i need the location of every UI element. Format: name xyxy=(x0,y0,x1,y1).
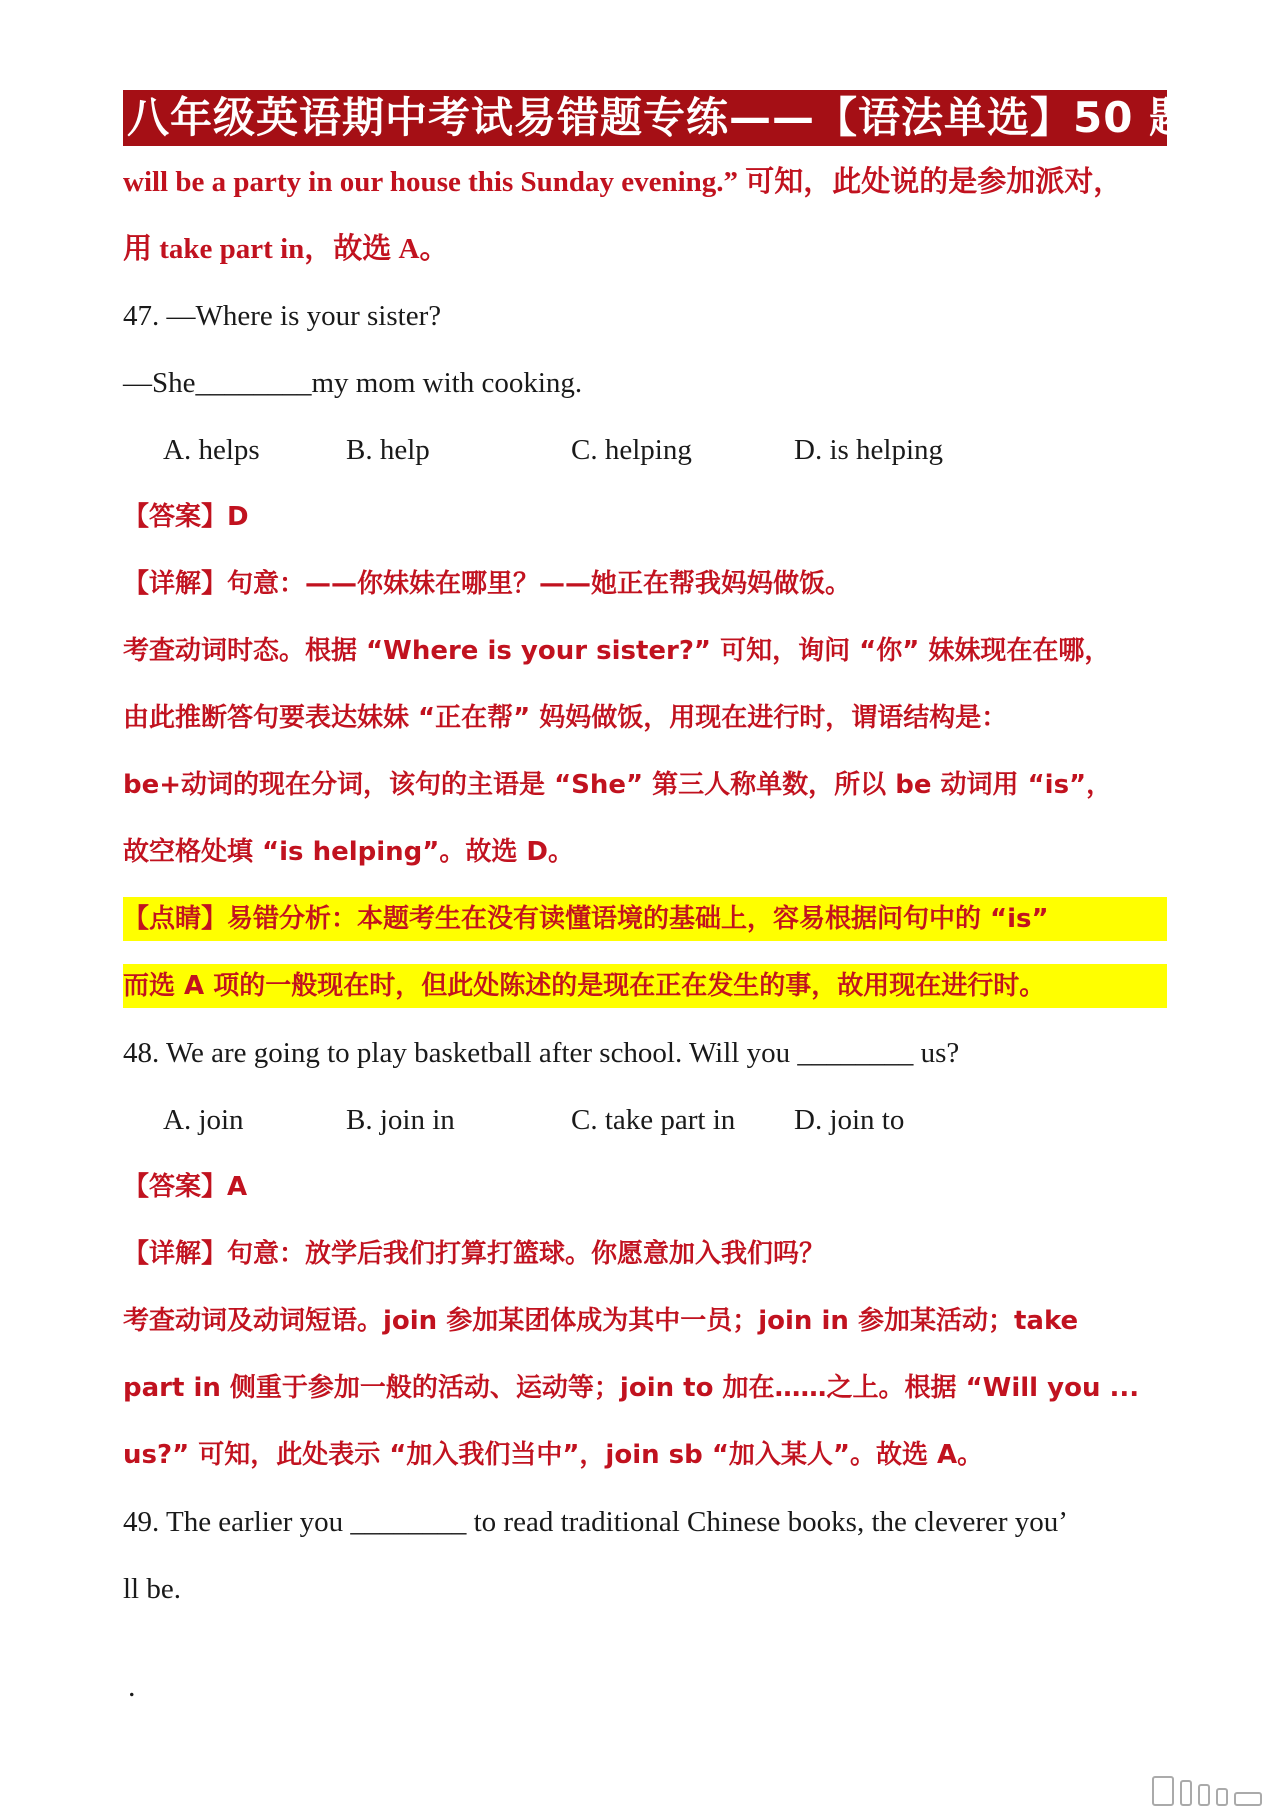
prev-explanation-line-1: will be a party in our house this Sunday evening.” 可知，此处说的是参加派对， xyxy=(123,166,1123,198)
prev-explanation-line-2: 用 take part in，故选 A。 xyxy=(123,233,449,265)
q48-option-b: B. join in xyxy=(346,1104,455,1136)
q48-explanation-line-1: 考查动词及动词短语。join 参加某团体成为其中一员；join in 参加某活动；take xyxy=(123,1306,1079,1336)
q48-option-c: C. take part in xyxy=(571,1104,736,1136)
q48-explanation-line-3: us?” 可知，此处表示 “加入我们当中”，join sb “加入某人”。故选 A。 xyxy=(123,1440,984,1470)
q49-stem-line-1: 49. The earlier you ________ to read traditional Chinese books, the cleverer you’ xyxy=(123,1506,1068,1538)
q47-option-c: C. helping xyxy=(571,434,692,466)
q47-answer: 【答案】D xyxy=(123,502,249,532)
q47-explanation-line-4: 故空格处填 “is helping”。故选 D。 xyxy=(123,837,575,867)
q48-detail: 【详解】句意：放学后我们打算打篮球。你愿意加入我们吗？ xyxy=(123,1239,826,1269)
q47-option-a: A. helps xyxy=(163,434,260,466)
q48-explanation-line-2: part in 侧重于参加一般的活动、运动等；join to 加在……之上。根据 “Will you ... xyxy=(123,1373,1140,1403)
q47-explanation-line-1: 考查动词时态。根据 “Where is your sister?” 可知，询问 “你” 妹妹现在在哪， xyxy=(123,636,1111,666)
q48-option-d: D. join to xyxy=(794,1104,905,1136)
q48-stem: 48. We are going to play basketball after school. Will you ________ us? xyxy=(123,1037,960,1069)
watermark-logo xyxy=(1152,1776,1262,1806)
q47-explanation-line-2: 由此推断答句要表达妹妹 “正在帮” 妈妈做饭，用现在进行时，谓语结构是： xyxy=(123,703,1008,733)
q48-answer: 【答案】A xyxy=(123,1172,248,1202)
q48-option-a: A. join xyxy=(163,1104,244,1136)
q49-stem-line-2: ll be. xyxy=(123,1573,181,1605)
q47-tip-line-2: 而选 A 项的一般现在时，但此处陈述的是现在正在发生的事，故用现在进行时。 xyxy=(123,964,1167,1008)
q47-explanation-line-3: be+动词的现在分词，该句的主语是 “She” 第三人称单数，所以 be 动词用 “is”， xyxy=(123,770,1113,800)
q47-stem-line-1: 47. —Where is your sister? xyxy=(123,300,442,332)
q47-stem-line-2: —She________my mom with cooking. xyxy=(123,367,583,399)
q47-tip-line-1: 【点睛】易错分析：本题考生在没有读懂语境的基础上，容易根据问句中的 “is” xyxy=(123,897,1167,941)
page-title: 八年级英语期中考试易错题专练——【语法单选】50 题 xyxy=(123,90,1167,146)
stray-dot: . xyxy=(128,1670,136,1703)
q47-option-d: D. is helping xyxy=(794,434,944,466)
q47-option-b: B. help xyxy=(346,434,430,466)
q47-detail: 【详解】句意：——你妹妹在哪里？——她正在帮我妈妈做饭。 xyxy=(123,569,852,599)
